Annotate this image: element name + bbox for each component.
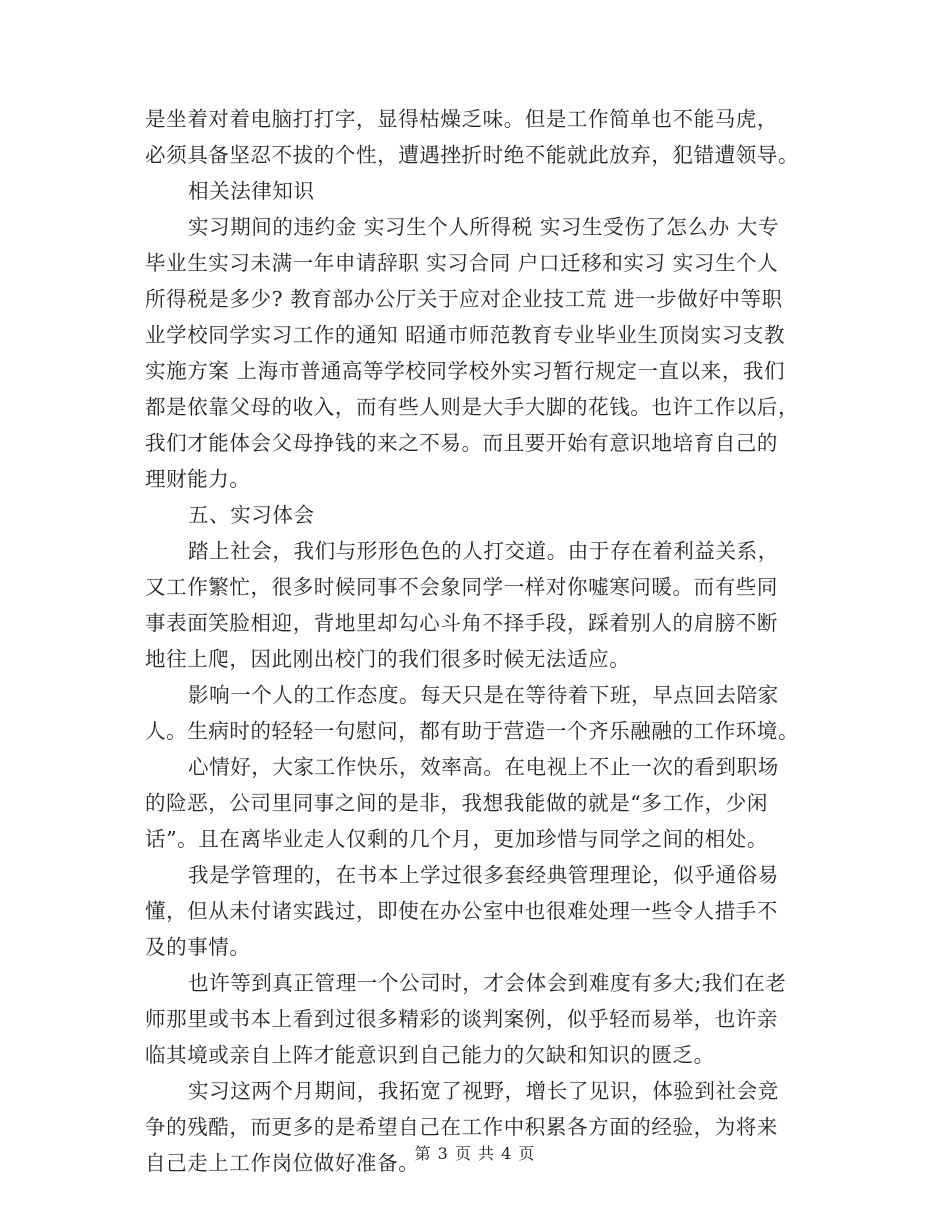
text-line: 实习这两个月期间，我拓宽了视野，增长了见识，体验到社会竞 <box>188 1079 779 1103</box>
text-line: 事表面笑脸相迎，背地里却勾心斗角不择手段，踩着别人的肩膀不断 <box>145 611 778 635</box>
text-line: 也许等到真正管理一个公司时，才会体会到难度有多大;我们在老 <box>188 971 787 995</box>
text-line: 懂，但从未付诸实践过，即使在办公室中也很难处理一些令人措手不 <box>145 899 778 923</box>
text-line: 相关法律知识 <box>188 179 315 203</box>
text-line: 都是依靠父母的收入，而有些人则是大手大脚的花钱。也许工作以后， <box>145 395 800 419</box>
page-number-footer: 第 3 页 共 4 页 <box>414 1144 536 1163</box>
document-body <box>145 101 805 1181</box>
text-line: 又工作繁忙，很多时候同事不会象同学一样对你嘘寒问暖。而有些同 <box>145 575 778 599</box>
text-line: 必须具备坚忍不拔的个性，遭遇挫折时绝不能就此放弃，犯错遭领导。 <box>145 143 800 167</box>
text-line: 地往上爬，因此刚出校门的我们很多时候无法适应。 <box>145 647 631 671</box>
text-line: 影响一个人的工作态度。每天只是在等待着下班，早点回去陪家 <box>188 683 779 707</box>
text-line: 是坐着对着电脑打打字，显得枯燥乏味。但是工作简单也不能马虎， <box>145 107 778 131</box>
text-line: 理财能力。 <box>145 467 251 491</box>
text-line: 心情好，大家工作快乐，效率高。在电视上不止一次的看到职场 <box>188 755 779 779</box>
text-line: 的险恶，公司里同事之间的是非，我想我能做的就是“多工作，少闲 <box>145 791 768 815</box>
text-line: 话”。且在离毕业走人仅剩的几个月，更加珍惜与同学之间的相处。 <box>145 827 768 851</box>
text-line: 踏上社会，我们与形形色色的人打交道。由于存在着利益关系， <box>188 539 779 563</box>
text-line: 所得税是多少? 教育部办公厅关于应对企业技工荒 进一步做好中等职 <box>145 287 783 311</box>
text-line: 师那里或书本上看到过很多精彩的谈判案例，似乎轻而易举，也许亲 <box>145 1007 778 1031</box>
text-line: 我们才能体会父母挣钱的来之不易。而且要开始有意识地培育自己的 <box>145 431 778 455</box>
text-line: 临其境或亲自上阵才能意识到自己能力的欠缺和知识的匮乏。 <box>145 1043 715 1067</box>
text-line: 我是学管理的，在书本上学过很多套经典管理理论，似乎通俗易 <box>188 863 779 887</box>
text-line: 实施方案 上海市普通高等学校同学校外实习暂行规定一直以来，我们 <box>145 359 786 383</box>
text-line: 业学校同学实习工作的通知 昭通市师范教育专业毕业生顶岗实习支教 <box>145 323 786 347</box>
text-line: 争的残酷，而更多的是希望自己在工作中积累各方面的经验，为将来 <box>145 1115 778 1139</box>
text-line: 五、实习体会 <box>188 503 315 527</box>
text-line: 毕业生实习未满一年申请辞职 实习合同 户口迁移和实习 实习生个人 <box>145 251 779 275</box>
text-line: 及的事情。 <box>145 935 251 959</box>
text-line: 实习期间的违约金 实习生个人所得税 实习生受伤了怎么办 大专 <box>188 215 780 239</box>
text-line: 人。生病时的轻轻一句慰问，都有助于营造一个齐乐融融的工作环境。 <box>145 719 800 743</box>
text-line: 自己走上工作岗位做好准备。 <box>145 1151 420 1175</box>
